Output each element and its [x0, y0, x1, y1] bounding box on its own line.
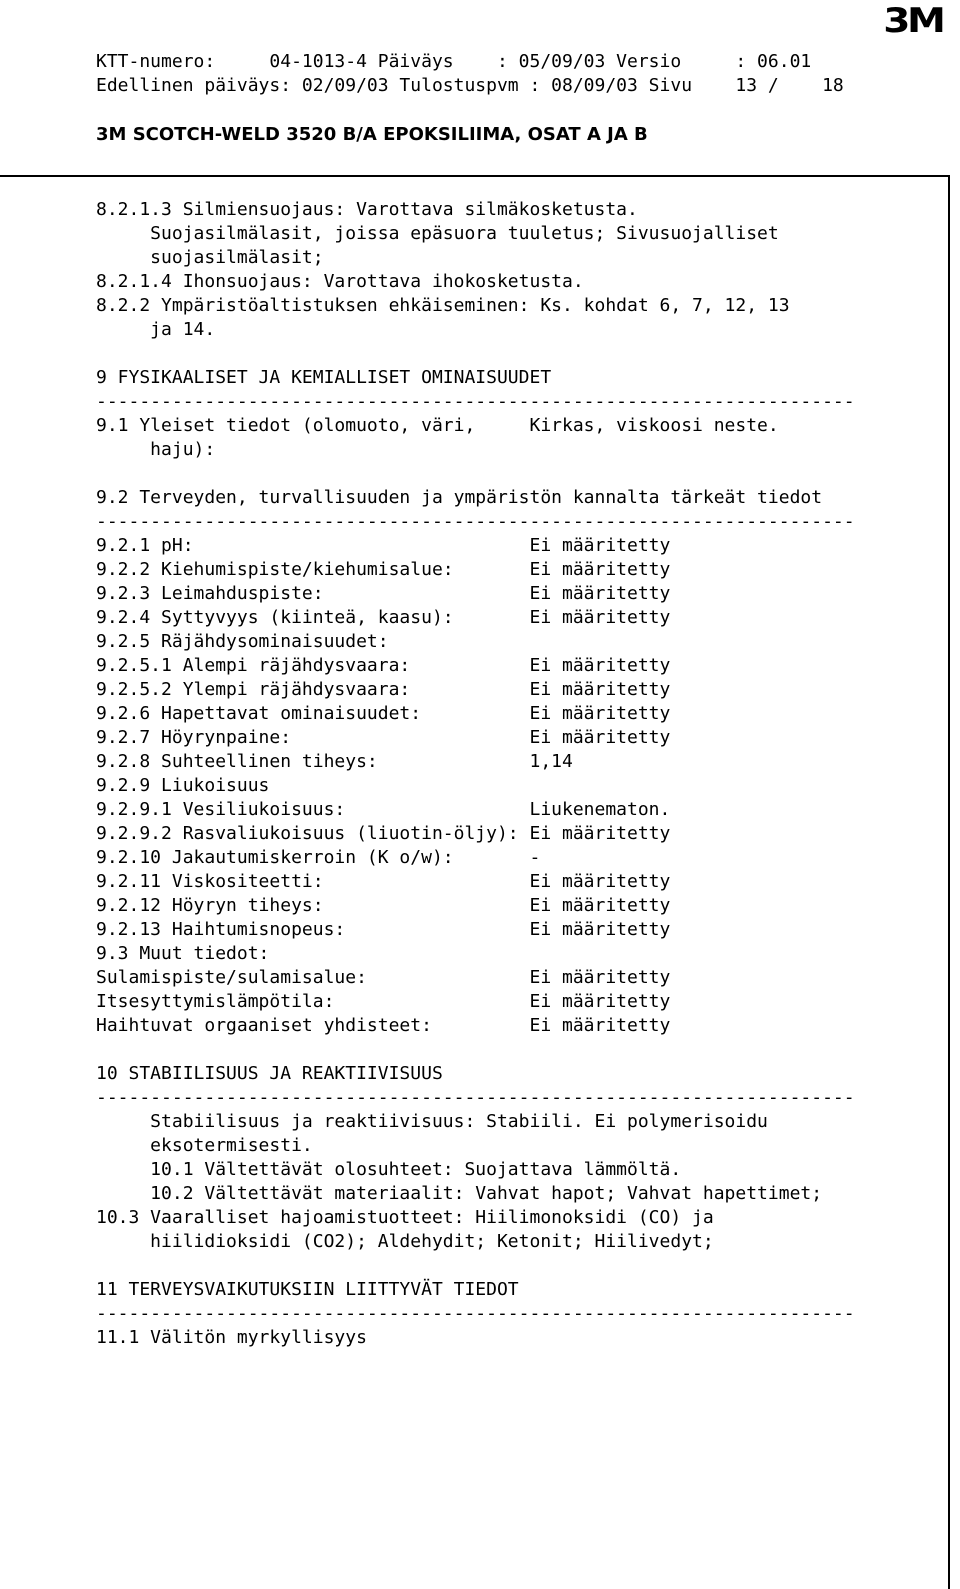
document-line: 8.2.2 Ympäristöaltistuksen ehkäiseminen: Ks. kohdat 6, 7, 12, 13 [96, 295, 790, 316]
3m-logo: 3M [882, 1, 942, 41]
document-line: 9.2.11 Viskositeetti: Ei määritetty [96, 871, 671, 892]
document-line [96, 1038, 855, 1062]
document-line: 11 TERVEYSVAIKUTUKSIIN LIITTYVÄT TIEDOT [96, 1279, 519, 1300]
document-line: 9.2.2 Kiehumispiste/kiehumisalue: Ei määritetty [96, 559, 671, 580]
document-line: Itsesyttymislämpötila: Ei määritetty [96, 991, 671, 1012]
document-line: 9.1 Yleiset tiedot (olomuoto, väri, Kirkas, viskoosi neste. [96, 415, 779, 436]
document-line: Suojasilmälasit, joissa epäsuora tuuletus; Sivusuojalliset [96, 223, 779, 244]
section-divider: ---------------------------------------------------------------------- [96, 391, 855, 412]
document-body [96, 198, 855, 1350]
document-line: 9.2.12 Höyryn tiheys: Ei määritetty [96, 895, 671, 916]
document-line: haju): [96, 439, 216, 460]
document-line: 9.2.4 Syttyvyys (kiinteä, kaasu): Ei määritetty [96, 607, 671, 628]
document-line: 9.2 Terveyden, turvallisuuden ja ympäristön kannalta tärkeät tiedot [96, 487, 823, 508]
document-line: 10 STABIILISUUS JA REAKTIIVISUUS [96, 1063, 443, 1084]
document-line: 9.2.8 Suhteellinen tiheys: 1,14 [96, 751, 573, 772]
document-title: 3M SCOTCH-WELD 3520 B/A EPOKSILIIMA, OSAT A JA B [96, 124, 648, 145]
section-divider: ---------------------------------------------------------------------- [96, 1303, 855, 1324]
document-line: 8.2.1.4 Ihonsuojaus: Varottava ihokosketusta. [96, 271, 584, 292]
document-line: 11.1 Välitön myrkyllisyys [96, 1327, 367, 1348]
document-line: 9.2.5.1 Alempi räjähdysvaara: Ei määritetty [96, 655, 671, 676]
document-line: 10.1 Vältettävät olosuhteet: Suojattava lämmöltä. [96, 1159, 682, 1180]
document-line: 9.2.5 Räjähdysominaisuudet: [96, 631, 389, 652]
document-line: 9.2.10 Jakautumiskerroin (K o/w): - [96, 847, 541, 868]
document-line: 10.3 Vaaralliset hajoamistuotteet: Hiilimonoksidi (CO) ja [96, 1207, 714, 1228]
document-line: Haihtuvat orgaaniset yhdisteet: Ei määritetty [96, 1015, 671, 1036]
document-line: 9.2.3 Leimahduspiste: Ei määritetty [96, 583, 671, 604]
document-line: 9.3 Muut tiedot: [96, 943, 270, 964]
document-line: hiilidioksidi (CO2); Aldehydit; Ketonit; Hiilivedyt; [96, 1231, 714, 1252]
document-line: 9.2.13 Haihtumisnopeus: Ei määritetty [96, 919, 671, 940]
document-line: eksotermisesti. [96, 1135, 313, 1156]
document-line [96, 462, 855, 486]
document-line: 9.2.9 Liukoisuus [96, 775, 270, 796]
document-line: 9.2.6 Hapettavat ominaisuudet: Ei määritetty [96, 703, 671, 724]
document-line: 9.2.9.1 Vesiliukoisuus: Liukenematon. [96, 799, 671, 820]
document-line [96, 1254, 855, 1278]
document-line: 9.2.1 pH: Ei määritetty [96, 535, 671, 556]
document-line: 8.2.1.3 Silmiensuojaus: Varottava silmäkosketusta. [96, 199, 638, 220]
document-line: 9.2.9.2 Rasvaliukoisuus (liuotin-öljy): Ei määritetty [96, 823, 671, 844]
document-line: Stabiilisuus ja reaktiivisuus: Stabiili. Ei polymerisoidu [96, 1111, 768, 1132]
document-line: 9.2.5.2 Ylempi räjähdysvaara: Ei määritetty [96, 679, 671, 700]
section-divider: ---------------------------------------------------------------------- [96, 511, 855, 532]
document-line: 9.2.7 Höyrynpaine: Ei määritetty [96, 727, 671, 748]
document-line: Sulamispiste/sulamisalue: Ei määritetty [96, 967, 671, 988]
section-divider: ---------------------------------------------------------------------- [96, 1087, 855, 1108]
header-line-1: KTT-numero: 04-1013-4 Päiväys : 05/09/03 Versio : 06.01 [96, 51, 812, 72]
header-line-2: Edellinen päiväys: 02/09/03 Tulostuspvm : 08/09/03 Sivu 13 / 18 [96, 75, 844, 96]
document-line: suojasilmälasit; [96, 247, 324, 268]
document-line: 10.2 Vältettävät materiaalit: Vahvat hapot; Vahvat hapettimet; [96, 1183, 823, 1204]
document-line [96, 342, 855, 366]
document-line: ja 14. [96, 319, 216, 340]
document-line: 9 FYSIKAALISET JA KEMIALLISET OMINAISUUDET [96, 367, 552, 388]
